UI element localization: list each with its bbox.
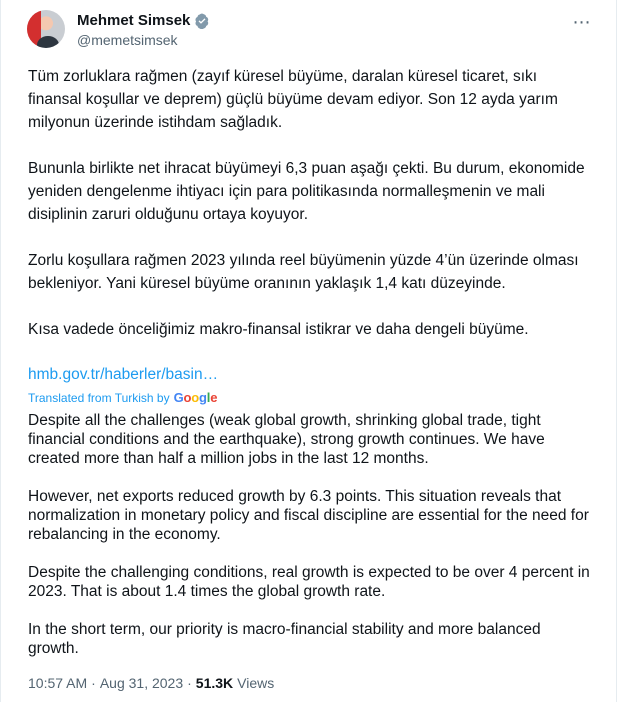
translated-from-label[interactable] [28,390,217,405]
tweet-paragraph: Bununla birlikte net ihracat büyümeyi 6,3 puan aşağı çekti. Bu durum, ekonomide yeniden dengelenme ihtiyacı için para politikasında normalleşmenin ve mali disiplinin zaruri olduğunu ortaya koyuyor. [28,160,585,223]
views-count[interactable]: 51.3K [195,675,234,691]
tweet-paragraph: Zorlu koşullara rağmen 2023 yılında reel büyümenin yüzde 4’ün üzerinde olması bekleniyor. Yani küresel büyüme oranının yaklaşık 1,4 katı düzeyinde. [28,252,579,292]
translation-paragraph: However, net exports reduced growth by 6.3 points. This situation reveals that normalization in monetary policy and fiscal discipline are essential for the need for rebalancing in the economy. [28,488,589,543]
translated-from-text: Translated from Turkish by [28,390,170,405]
translation-paragraph: In the short term, our priority is macro-financial stability and more balanced growth. [28,621,541,657]
meta-separator: · [91,675,96,691]
tweet-paragraph: Kısa vadede önceliğimiz makro-finansal istikrar ve daha dengeli büyüme. [28,321,529,338]
translation-paragraph: Despite the challenging conditions, real growth is expected to be over 4 percent in 2023. That is about 1.4 times the global growth rate. [28,564,590,600]
views-label: Views [237,675,275,691]
author-display-name[interactable]: Mehmet Simsek [77,12,191,29]
verified-badge-icon [194,13,210,29]
tweet-time[interactable]: 10:57 AM [28,675,88,691]
translated-text [28,411,593,677]
author-handle[interactable]: @memetsimsek [77,32,178,48]
tweet-text [28,65,588,364]
tweet-date[interactable]: Aug 31, 2023 [99,675,184,691]
tweet-paragraph: Tüm zorluklara rağmen (zayıf küresel büyüme, daralan küresel ticaret, sıkı finansal koşullar ve deprem) güçlü büyüme devam ediyor. Son 12 ayda yarım milyonun üzerinde istihdam sağladık. [28,68,558,131]
avatar[interactable] [27,10,65,48]
tweet-link[interactable]: hmb.gov.tr/haberler/basin… [28,366,219,383]
author-name-row[interactable] [77,12,210,29]
translation-paragraph: Despite all the challenges (weak global growth, shrinking global trade, tight financial conditions and the earthquake), strong growth continues. We have created more than half a million jobs in the last 12 months. [28,412,545,467]
meta-separator: · [187,675,192,691]
google-logo: Google [173,390,218,405]
tweet-meta [28,675,274,691]
tweet-header [25,10,592,50]
more-options-icon[interactable]: ⋯ [572,12,592,32]
